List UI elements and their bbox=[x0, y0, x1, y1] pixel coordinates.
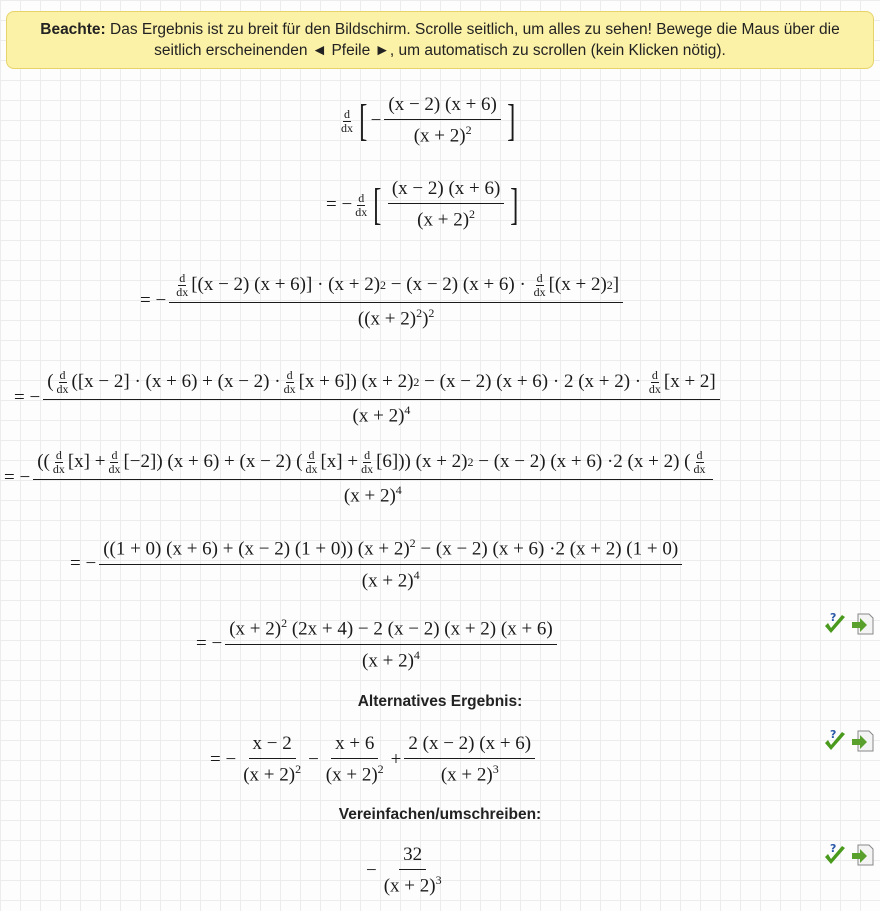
minus-sign: − bbox=[370, 110, 382, 131]
fraction: $\frac{(x + 2)^2 (2x + 4) - 2 (x - 2) (x + 2) (x + 6)}{(x + 2)^4}$ bbox=[225, 616, 557, 672]
simplified-actions bbox=[822, 842, 876, 868]
fraction: $\frac{(x - 2) (x + 6)}{(x + 2)^2}$ bbox=[384, 94, 501, 147]
scroll-notice bbox=[6, 11, 874, 69]
svg-text:?: ? bbox=[830, 611, 837, 624]
equals-minus: = − bbox=[4, 467, 31, 488]
export-document-icon[interactable] bbox=[850, 842, 876, 868]
fraction: ( d dx ([x − 2] · (x + 6) + (x − 2) · d dx [x + 6]) (x + 2) 2 − (x − 2) (x + 6) · 2 (x + 2) · d dx [x + 2] $(x + 2)^4$ bbox=[43, 369, 720, 427]
export-document-icon[interactable] bbox=[850, 611, 876, 637]
equals-minus: = − bbox=[70, 553, 97, 574]
plus-sign: + bbox=[390, 749, 402, 770]
step-5 bbox=[0, 443, 880, 513]
check-question-icon[interactable] bbox=[822, 842, 848, 868]
fraction: $\frac{2 (x - 2) (x + 6)}{(x + 2)^3}$ bbox=[404, 733, 535, 786]
notice-text: Das Ergebnis ist zu breit für den Bildschirm. Scrolle seitlich, um alles zu sehen! Bewege die Maus über die seitlich erscheinenden ◄ Pfeile ►, um automatisch zu scrollen (kein Klicken nötig). bbox=[110, 21, 840, 59]
notice-bold: Beachte: bbox=[40, 21, 106, 38]
equals-minus: = − bbox=[140, 290, 167, 311]
result-actions bbox=[822, 611, 876, 637]
minus-sign: − bbox=[308, 749, 319, 770]
alternative-label: Alternatives Ergebnis: bbox=[357, 693, 523, 710]
svg-text:?: ? bbox=[830, 728, 837, 741]
fraction: $\frac{x + 6}{(x + 2)^2}$ bbox=[325, 733, 384, 786]
minus-sign: − bbox=[366, 860, 377, 881]
simplify-label: Vereinfachen/umschreiben: bbox=[338, 806, 542, 823]
fraction: ((1 + 0) (x + 6) + (x − 2) (1 + 0)) $(x + 2)^2 - (x - 2)$ (x + 6) ·2 (x + 2) (1 + 0) $(x + 2)^4$ bbox=[99, 536, 682, 592]
svg-text:?: ? bbox=[830, 842, 837, 855]
equals-minus: = − bbox=[326, 194, 353, 215]
check-question-icon[interactable] bbox=[822, 611, 848, 637]
export-document-icon[interactable] bbox=[850, 728, 876, 754]
equals-minus: = − bbox=[196, 633, 223, 654]
derivative-operator: $\frac{d}{dx}$ bbox=[355, 190, 368, 219]
alternative-actions bbox=[822, 728, 876, 754]
equals-minus: = − bbox=[14, 387, 41, 408]
fraction: $\frac{x - 2}{(x + 2)^2}$ bbox=[243, 733, 302, 786]
fraction: $\frac{32}{(x + 2)^3}$ bbox=[383, 844, 442, 897]
equals-minus: = − bbox=[210, 749, 237, 770]
derivative-operator: d dx bbox=[341, 106, 353, 135]
check-question-icon[interactable] bbox=[822, 728, 848, 754]
fraction: (( d dx [x] + $\frac{d}{dx}$ [−2]) (x + 6) + (x − 2) ( d dx [x] + $\frac{d}{dx}$ [6])) (x + 2) 2 − (x − 2) (x + 6) ·2 (x + 2) ( d dx $(x + 2)^4$ bbox=[33, 449, 712, 507]
fraction: $\frac{(x - 2) (x + 6)}{(x + 2)^2}$ bbox=[388, 178, 505, 231]
fraction: d dx [(x − 2) (x + 6)] · (x + 2) 2 − (x − 2) (x + 6) · d dx [ (x + 2) 2 ] $((x + 2)^2)^2$ bbox=[169, 272, 623, 330]
